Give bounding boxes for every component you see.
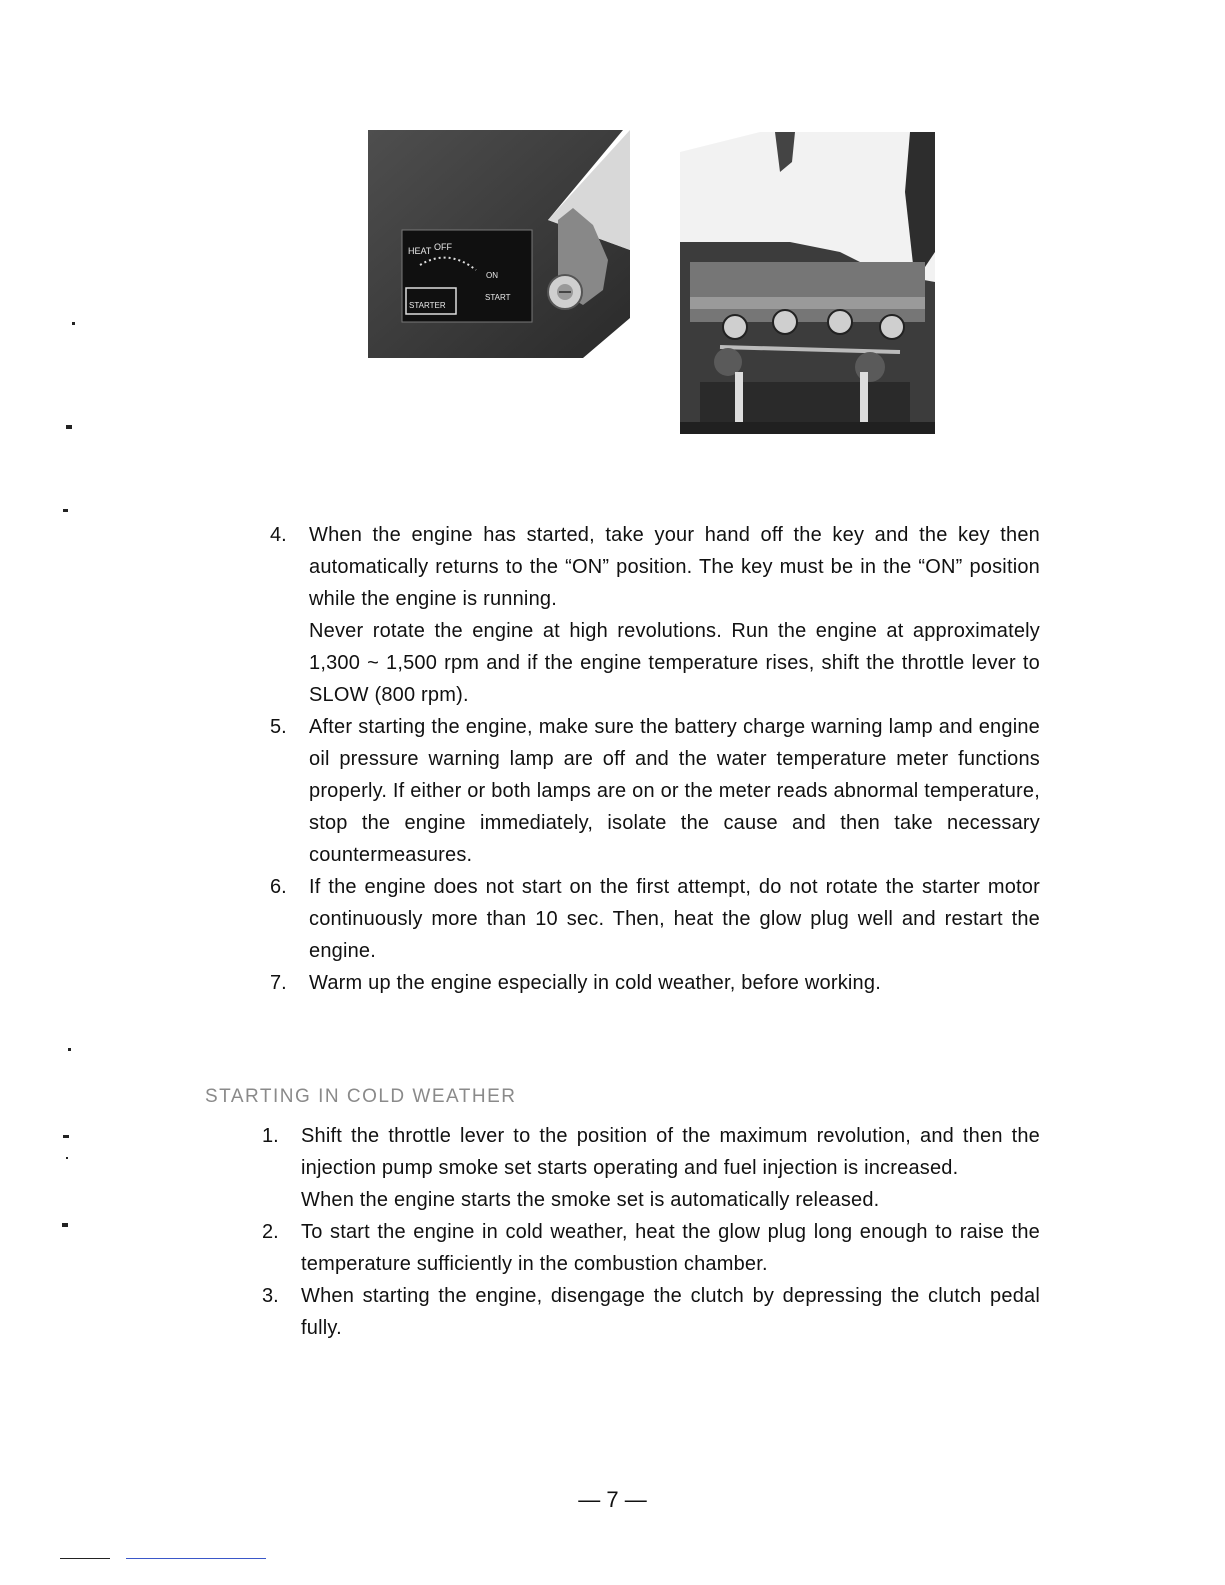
glow-plug-photo [680,132,935,434]
item-number: 2. [262,1221,279,1243]
page-number: — 7 — [578,1487,647,1512]
scan-speck [63,1135,69,1138]
list-item [270,711,1040,871]
item-text: When starting the engine, disengage the clutch by depressing the clutch pedal fully. [301,1285,1040,1339]
item-text: If the engine does not start on the first attempt, do not rotate the starter motor continuously more than 10 sec. Then, heat the glow plug well and restart the engine. [309,876,1040,962]
list-item [270,519,1040,711]
item-number: 4. [270,524,287,546]
key-label-starter: STARTER [409,301,446,310]
item-text: When the engine starts the smoke set is automatically released. [301,1189,880,1211]
item-text: To start the engine in cold weather, heat the glow plug long enough to raise the temperature sufficiently in the combustion chamber. [301,1221,1040,1275]
instruction-list [270,519,1040,999]
list-item [270,967,1040,999]
scan-speck [62,1223,68,1227]
key-label-heat: HEAT [408,246,432,256]
cold-weather-list [262,1120,1040,1344]
footer-rule [60,1558,110,1559]
item-number: 1. [262,1125,279,1147]
list-item [270,871,1040,967]
list-item [262,1280,1040,1344]
item-number: 5. [270,716,287,738]
scan-speck [66,425,72,429]
item-text: When the engine has started, take your hand off the key and the key then automatically returns to the “ON” position. The key must be in the “ON” position while the engine is running. [309,524,1040,610]
item-text: Never rotate the engine at high revolutions. Run the engine at approximately 1,300 ~ 1,500 rpm and if the engine temperature rises, shift the throttle lever to SLOW (800 rpm). [309,620,1040,706]
scan-speck [66,1157,68,1159]
item-text: Shift the throttle lever to the position of the maximum revolution, and then the injection pump smoke set starts operating and fuel injection is increased. [301,1125,1040,1179]
item-text: Warm up the engine especially in cold weather, before working. [309,972,881,994]
list-item [262,1120,1040,1216]
footer-link-rule [126,1558,266,1559]
scan-speck [63,509,68,512]
list-item [262,1216,1040,1280]
section-heading: STARTING IN COLD WEATHER [205,1086,517,1107]
item-number: 6. [270,876,287,898]
key-label-start: START [485,293,511,302]
key-switch-photo [368,130,630,362]
scan-speck [72,322,75,325]
item-text: After starting the engine, make sure the battery charge warning lamp and engine oil pressure warning lamp are off and the water temperature meter functions properly. If either or both lamps are on or the meter reads abnormal temperature, stop the engine immediately, isolate the cause and then take necessary countermeasures. [309,716,1040,866]
key-label-on: ON [486,271,498,280]
item-number: 7. [270,972,287,994]
item-number: 3. [262,1285,279,1307]
scan-speck [68,1048,71,1051]
key-label-off: OFF [434,242,452,252]
